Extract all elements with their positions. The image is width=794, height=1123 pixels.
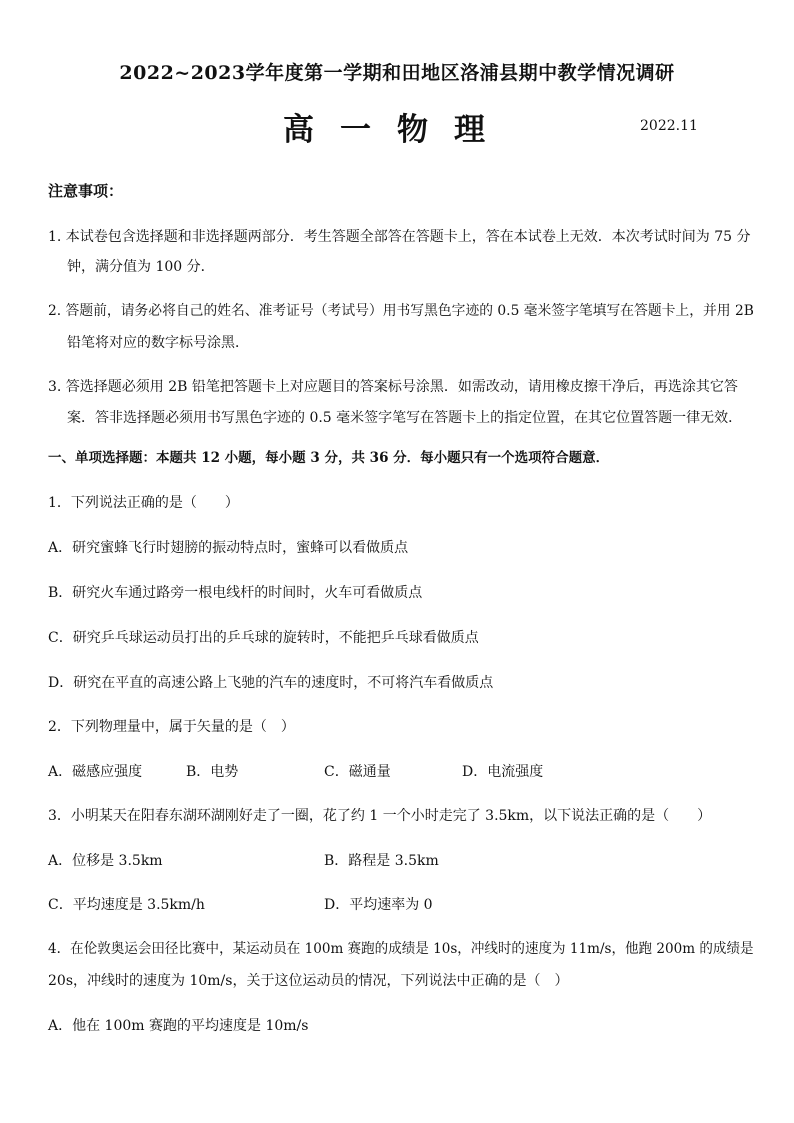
notice-item-3-line-1: 3. 答选择题必须用 2B 铅笔把答题卡上对应题目的答案标号涂黑．如需改动，请用橡皮擦干净后，再选涂其它答	[48, 379, 738, 395]
question-2-option-b: B．电势	[186, 764, 239, 780]
question-2-option-d: D．电流强度	[462, 764, 544, 780]
question-3-option-c: C．平均速度是 3.5km/h	[48, 897, 205, 913]
question-2-stem: 2．下列物理量中，属于矢量的是（ ）	[48, 719, 295, 735]
question-3-option-d: D．平均速率为 0	[324, 897, 433, 913]
question-1-stem: 1．下列说法正确的是（ ）	[48, 495, 239, 511]
question-1-option-c: C．研究乒乓球运动员打出的乒乓球的旋转时，不能把乒乓球看做质点	[48, 630, 479, 646]
exam-title: 2022~2023学年度第一学期和田地区洛浦县期中教学情况调研	[119, 62, 675, 84]
exam-date: 2022.11	[640, 118, 698, 134]
notice-item-1-line-2: 钟，满分值为 100 分．	[67, 259, 215, 275]
notice-item-3-line-2: 案．答非选择题必须用书写黑色字迹的 0.5 毫米签字笔写在答题卡上的指定位置，在其它位置答题一律无效．	[67, 410, 743, 426]
question-4-stem-line-2: 20s，冲线时的速度为 10m/s，关于这位运动员的情况，下列说法中正确的是（ ）	[48, 973, 569, 989]
notice-item-2-line-1: 2. 答题前，请务必将自己的姓名、准考证号（考试号）用书写黑色字迹的 0.5 毫米签字笔填写在答题卡上，并用 2B	[48, 303, 754, 319]
notice-item-1-line-1: 1. 本试卷包含选择题和非选择题两部分．考生答题全部答在答题卡上，答在本试卷上无效．本次考试时间为 75 分	[48, 229, 751, 245]
question-3-option-b: B．路程是 3.5km	[324, 853, 439, 869]
question-4-option-a: A．他在 100m 赛跑的平均速度是 10m/s	[48, 1018, 309, 1034]
question-1-option-d: D．研究在平直的高速公路上飞驰的汽车的速度时，不可将汽车看做质点	[48, 675, 494, 691]
notice-heading: 注意事项：	[48, 182, 124, 200]
notice-item-2-line-2: 铅笔将对应的数字标号涂黑．	[67, 335, 249, 351]
question-2-option-c: C．磁通量	[324, 764, 391, 780]
question-4-stem-line-1: 4．在伦敦奥运会田径比赛中，某运动员在 100m 赛跑的成绩是 10s，冲线时的速度为 11m/s，他跑 200m 的成绩是	[48, 941, 754, 957]
question-1-option-a: A．研究蜜蜂飞行时翅膀的振动特点时，蜜蜂可以看做质点	[48, 540, 409, 556]
question-2-option-a: A．磁感应强度	[48, 764, 143, 780]
question-3-option-a: A．位移是 3.5km	[48, 853, 163, 869]
section-heading: 一、单项选择题：本题共 12 小题，每小题 3 分，共 36 分．每小题只有一个选项符合题意．	[48, 450, 610, 466]
question-3-stem: 3．小明某天在阳春东湖环湖刚好走了一圈，花了约 1 一个小时走完了 3.5km，以下说法正确的是（ ）	[48, 808, 712, 824]
question-1-option-b: B．研究火车通过路旁一根电线杆的时间时，火车可看做质点	[48, 585, 423, 601]
subject-title: 高一物理	[283, 112, 511, 148]
